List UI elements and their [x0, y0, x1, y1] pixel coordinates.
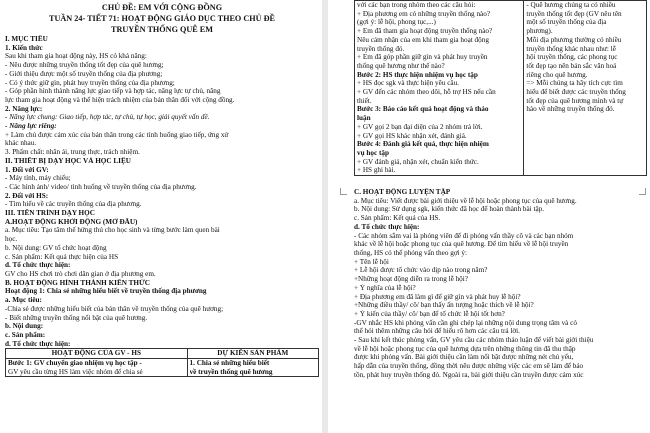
cell-text: + HS đọc sgk và thực hiện yêu cầu.	[357, 79, 459, 88]
text-line: c. Sản phẩm: Kết quả của HS.	[354, 214, 441, 223]
lesson-topic-title: CHỦ ĐỀ: EM VỚI CỘNG ĐỒNG	[101, 3, 223, 12]
section-heading: C. HOẠT ĐỘNG LUYỆN TẬP	[354, 188, 451, 197]
text-line: +Những hoạt động diễn ra trong lễ hội?	[354, 275, 468, 284]
cell-text: (gợi ý: lễ hội, phong tục,...)	[357, 18, 436, 27]
subsection-heading: a. Mục tiêu:	[5, 296, 42, 305]
subsection-heading: 2. Đối với HS:	[5, 191, 49, 200]
text-line: tồn, phát huy truyền thống đó. Ngoài ra, bài giới thiệu cần truyền được cảm xúc	[354, 370, 584, 379]
document-page-2	[328, 0, 650, 433]
cell-text: + Em đã tham gia hoạt động truyền thống nào?	[357, 27, 493, 36]
text-line: hấp dẫn của truyền thống, đồng thời nêu được những việc các em sẽ làm để bảo	[354, 362, 584, 371]
activity-table-continued	[354, 0, 647, 176]
text-line: -Chia sẻ được những hiểu biết của bản thân về truyền thống của quê hương;	[5, 304, 224, 313]
cell-text: truyền thống tốt đẹp (GV nêu tên	[526, 9, 622, 18]
section-heading: I. MỤC TIÊU	[5, 35, 48, 43]
text-line: lực tham gia hoạt động và thể hiện trách nhiệm của bản thân đối với cộng đồng.	[5, 95, 235, 104]
text-line: b. Nội dung: GV tổ chức hoạt động	[5, 243, 107, 252]
activity-table	[5, 348, 319, 377]
text-line: được khi phỏng vấn. Bài giới thiệu cần làm nổi bật được những nét chủ yếu,	[354, 353, 574, 362]
section-heading: B. HOẠT ĐỘNG HÌNH THÀNH KIẾN THỨC	[5, 278, 150, 287]
text-line: - Giới thiệu được một số truyền thống của địa phương;	[5, 69, 163, 78]
activity-heading: Hoạt động 1: Chia sẻ những hiểu biết về truyền thống địa phương	[5, 287, 207, 296]
cell-text: + Em đã góp phần giữ gìn và phát huy truyền	[357, 53, 488, 62]
text-line: + Lễ hội được tổ chức vào dịp nào trong năm?	[354, 266, 488, 275]
step-heading: vụ học tập	[357, 148, 389, 157]
cell-text: riêng cho quê hương.	[526, 70, 588, 79]
subsection-heading: 1. Đối với GV:	[5, 165, 49, 174]
cell-text: hội truyền thống, các phong tục	[526, 53, 618, 62]
text-line: - Năng lực riêng:	[5, 122, 57, 131]
step-heading: Bước 4: Đánh giá kết quả, thực hiện nhiệm	[357, 140, 489, 149]
text-line: - Các hình ảnh/ video/ tình huống về truyền thống của địa phương.	[5, 182, 197, 191]
cell-heading: 1. Chia sẻ những hiểu biết	[189, 359, 270, 368]
cell-text: hào về những truyền thống đó.	[526, 105, 615, 114]
cell-text: tốt đẹp của quê hương mình và tự	[526, 96, 624, 105]
text-line: thể hỏi thêm những câu hỏi để hiểu rõ hơn các câu trả lời.	[354, 327, 520, 336]
cell-text: + GV gọi HS khác nhận xét, đánh giá.	[357, 131, 467, 140]
text-line: khác về lễ hội hoặc phong tục của quê hương. Để tìm hiểu về lễ hội truyền	[354, 240, 569, 249]
cell-text: truyền thống khác nhau như: lễ	[526, 44, 616, 53]
cell-text: tốt đẹp tạo nên bản sắc văn hoá	[526, 61, 617, 70]
text-line: - Góp phần hình thành năng lực giao tiếp và hợp tác, năng lực tự chủ, năng	[5, 87, 221, 96]
subsection-heading: 1. Kiến thức	[5, 43, 43, 52]
text-line: thống, HS có thể phỏng vấn theo gợi ý:	[354, 248, 467, 257]
cell-text: truyền thống đó.	[357, 44, 405, 53]
text-line: + Ý kiến của thầy/ cô/ bạn để tổ chức lễ hội tốt hơn?	[354, 309, 505, 318]
text-line: 3. Phẩm chất: nhân ái, trung thực, trách nhiệm.	[5, 148, 140, 157]
text-line: + Tên lễ hội	[354, 257, 389, 266]
cell-text: hiểu để biết được các truyền thống	[526, 88, 626, 97]
text-line: - Sau khi kết thúc phỏng vấn, GV yêu cầu các nhóm thảo luận để viết bài giới thiệu	[354, 336, 594, 345]
document-page-1	[0, 0, 322, 433]
table-header-teacher-student: HOẠT ĐỘNG CỦA GV - HS	[6, 349, 188, 359]
text-line: b. Nội dung: Sử dụng sgk, kiến thức đã học để hoàn thành bài tập.	[354, 205, 545, 214]
text-line: về lễ hội hoặc phong tục của quê hương dựa trên những thông tin đã thu thập	[354, 344, 576, 353]
section-heading: II. THIẾT BỊ DẠY HỌC VÀ HỌC LIỆU	[5, 156, 131, 165]
table-cell-products	[524, 1, 647, 176]
step-heading: luận	[357, 114, 371, 123]
text-line: - Các nhóm sắm vai là phóng viên để đi phỏng vấn thầy cô và các bạn nhóm	[354, 231, 574, 240]
cell-text: => Mỗi chúng ta hãy tích cực tìm	[526, 79, 623, 88]
cell-text: thiết.	[357, 96, 372, 105]
text-line: Sau khi tham gia hoạt động này, HS có khả năng:	[5, 52, 147, 61]
text-line: - Biết những truyền thống nổi bật của quê hương.	[5, 313, 148, 322]
cell-text: + HS ghi bài.	[357, 166, 396, 175]
text-line: + Làm chủ được cảm xúc của bản thân trong các tình huống giao tiếp, ứng xử	[5, 130, 229, 139]
cell-heading: về truyền thống quê hương	[189, 367, 273, 376]
table-cell-activities	[355, 1, 524, 176]
text-line: + Địa phương em đã làm gì để giữ gìn và phát huy lễ hội?	[354, 292, 521, 301]
text-line: +Những điều thầy/ cô/ bạn thấy ấn tượng hoặc thích về lễ hội?	[354, 301, 534, 310]
table-header-row	[6, 349, 319, 359]
cell-text: phương).	[526, 27, 553, 36]
step-heading: Bước 1: GV chuyển giao nhiệm vụ học tập -	[8, 359, 142, 368]
cell-text: + GV gọi 2 bạn đại diện của 2 nhóm trả lời.	[357, 122, 483, 131]
text-line: - Có ý thức giữ gìn, phát huy truyền thống của địa phương;	[5, 78, 175, 87]
cell-text: một số truyền thống của địa	[526, 18, 607, 27]
text-line: a. Mục tiêu: Tạo tâm thế hứng thú cho học sinh và từng bước làm quen bài	[5, 226, 220, 235]
lesson-week-title: TUẦN 24- TIẾT 71: HOẠT ĐỘNG GIÁO DỤC THEO CHỦ ĐỀ	[49, 14, 275, 23]
text-line: c. Sản phẩm: Kết quả thực hiện của HS	[5, 252, 119, 261]
cell-text: thống quê hương như thế nào?	[357, 61, 445, 70]
text-line: - Máy tính, máy chiếu;	[5, 174, 71, 183]
text-line: a. Mục tiêu: Viết được bài giới thiệu về lễ hội hoặc phong tục của quê hương.	[354, 196, 577, 205]
subsection-heading: d. Tổ chức thực hiện:	[5, 339, 71, 348]
table-cell	[187, 359, 318, 377]
table-cell	[6, 359, 188, 377]
table-header-expected-product: DỰ KIẾN SẢN PHẨM	[187, 349, 318, 359]
subsection-heading: 2. Năng lực:	[5, 104, 43, 113]
cell-text: GV yêu cầu từng HS làm việc nhóm để chia sẻ	[8, 367, 143, 376]
table-row	[6, 359, 319, 377]
lesson-name-title: TRUYỀN THỐNG QUÊ EM	[111, 25, 213, 34]
text-line: -GV nhắc HS khi phỏng vấn cần ghi chép lại những nội dung trọng tâm và có	[354, 318, 577, 327]
cell-text: + GV đánh giá, nhận xét, chuẩn kiến thức.	[357, 157, 479, 166]
text-line: học.	[5, 235, 18, 244]
subsection-heading: b. Nội dung:	[5, 322, 44, 331]
subsection-heading: d. Tổ chức thực hiện:	[5, 261, 71, 270]
text-line: GV cho HS chơi trò chơi dân gian ở địa phương em.	[5, 269, 156, 278]
subsection-heading: c. Sản phẩm:	[5, 330, 46, 339]
step-heading: Bước 3: Báo cáo kết quả hoạt động và thảo	[357, 105, 489, 114]
section-heading: III. TIẾN TRÌNH DẠY HỌC	[5, 209, 95, 218]
step-heading: Bước 2: HS thực hiện nhiệm vụ học tập	[357, 70, 478, 79]
text-line: khác nhau.	[5, 139, 37, 148]
margin-corner-mark	[340, 188, 347, 195]
table-row	[355, 1, 647, 176]
subsection-heading: d. Tổ chức thực hiện:	[354, 222, 420, 231]
cell-text: với các bạn trong nhóm theo các câu hỏi:	[357, 1, 476, 9]
text-line: + Ý nghĩa của lễ hội?	[354, 283, 416, 292]
page-gap	[354, 176, 647, 184]
cell-text: Nêu cảm nhận của em khi tham gia hoạt động	[357, 35, 489, 44]
margin-corner-mark	[639, 188, 646, 195]
cell-text: Mỗi địa phương thường có nhiều	[526, 35, 622, 44]
cell-text: - Quê hương chúng ta có nhiều	[526, 1, 616, 9]
cell-text: + GV đến các nhóm theo dõi, hỗ trợ HS nếu cần	[357, 88, 496, 97]
subsection-heading: A.HOẠT ĐỘNG KHỞI ĐỘNG (MỞ ĐẦU)	[5, 217, 138, 226]
text-line: - Năng lực chung: Giao tiếp, hợp tác, tự chủ, tự học, giải quyết vấn đề.	[5, 113, 210, 122]
text-line: - Nêu được những truyền thống tốt đẹp của quê hương;	[5, 61, 164, 70]
cell-text: + Địa phương em có những truyền thống nào?	[357, 9, 491, 18]
text-line: - Tìm hiểu về các truyền thống của địa phương.	[5, 200, 142, 209]
